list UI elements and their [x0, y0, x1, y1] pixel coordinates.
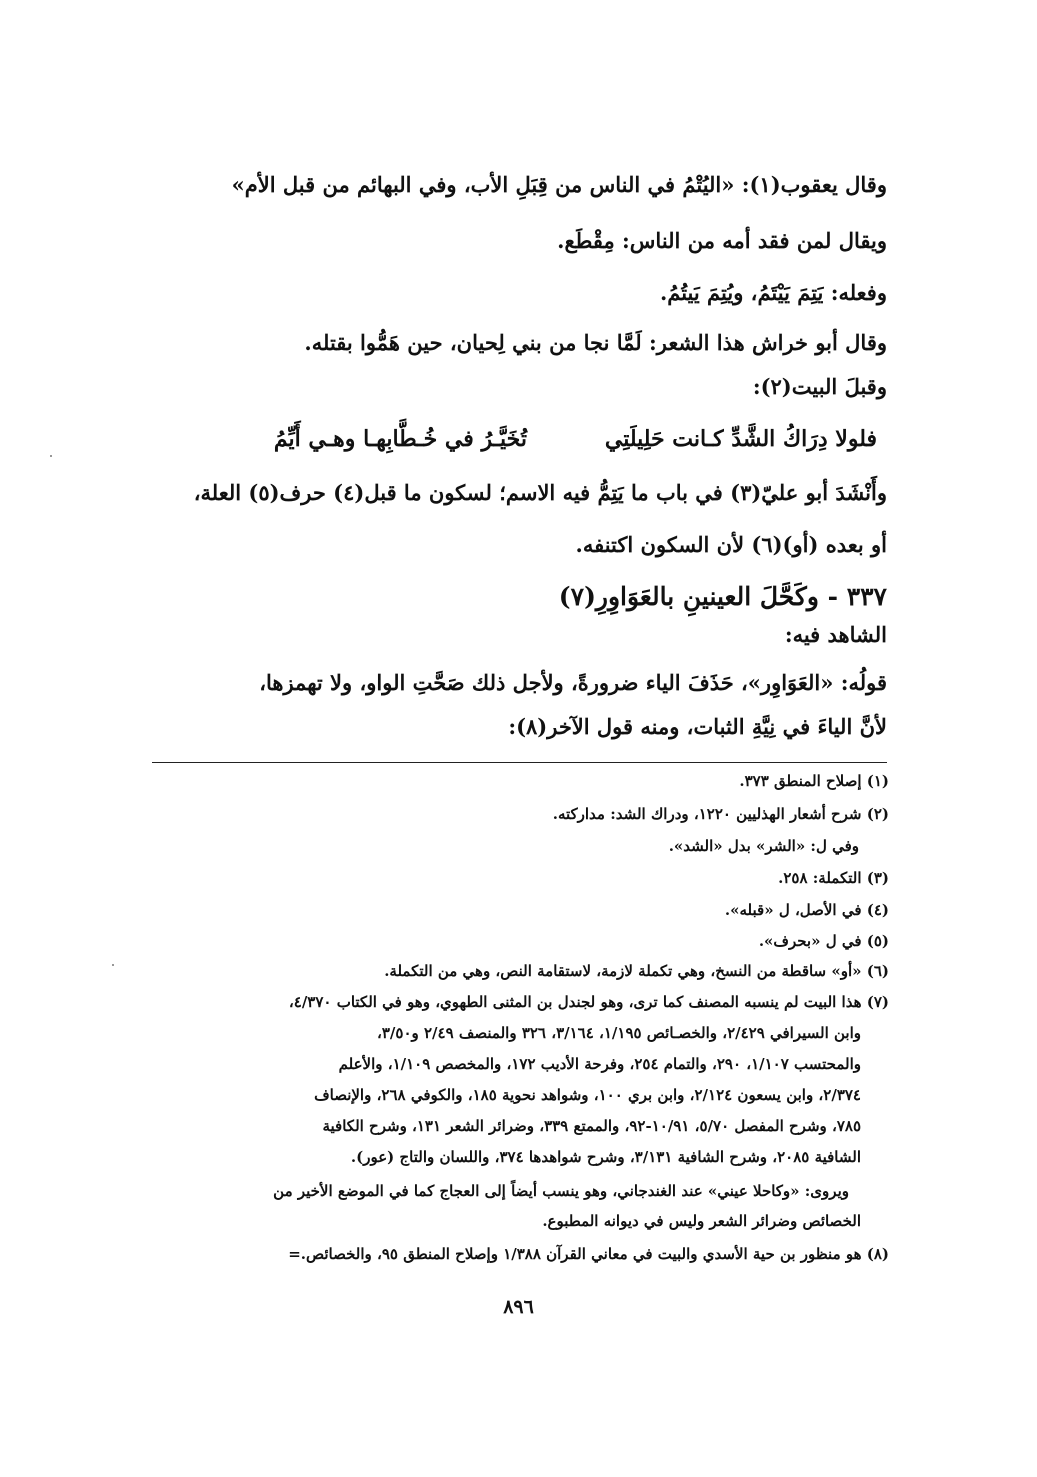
- footnote-1: (١) إصلاح المنطق ٣٧٣.: [739, 772, 889, 790]
- text-line-7: أو بعده (أو)(٦) لأن السكون اكتنفه.: [575, 532, 887, 557]
- footnote-2: (٢) شرح أشعار الهذليين ١٢٢٠، ودراك الشد: مداركته.: [552, 805, 889, 823]
- page-number: ٨٩٦: [503, 1296, 534, 1318]
- text-line-8: قولُه: «العَوَاوِر»، حَذَفَ الياء ضرورةً، ولأجل ذلك صَحَّتِ الواو، ولا تهمزها،: [259, 670, 887, 695]
- text-line-5: وقبلَ البيت(٢):: [752, 374, 887, 399]
- footnote-7-line-4: ٢/٣٧٤، وابن يسعون ٢/١٢٤، وابن بري ١٠٠، وشواهد نحوية ١٨٥، والكوفي ٢٦٨، والإنصاف: [314, 1086, 861, 1104]
- footnote-5: (٥) في ل «بحرف».: [758, 932, 889, 950]
- text-line-9: لأنَّ الياءَ في نِيَّةِ الثبات، ومنه قول الآخر(٨):: [508, 714, 887, 739]
- footnote-7-line-5: ٧٨٥، وشرح المفصل ٥/٧٠، ١٠/٩١-٩٢، والممتع ٣٣٩، وضرائر الشعر ١٣١، وشرح الكافية: [322, 1117, 861, 1135]
- footnote-7-line-6: الشافية ٢٠٨٥، وشرح الشافية ٣/١٣١، وشرح شواهدها ٣٧٤، واللسان والتاج (عور).: [350, 1148, 861, 1166]
- section-label: الشاهد فيه:: [784, 622, 887, 647]
- footnote-3: (٣) التكملة: ٢٥٨.: [778, 869, 889, 887]
- footnote-7-line-7: ويروى: «وكاحلا عيني» عند الغندجاني، وهو ينسب أيضاً إلى العجاج كما في الموضع الأخير من: [273, 1182, 849, 1200]
- verse-first-hemistich: فلولا دِرَاكُ الشَّدِّ كـانت حَلِيلَتِي: [604, 426, 877, 452]
- footnote-8: (٨) هو منظور بن حية الأسدي والبيت في معاني القرآن ١/٣٨٨ وإصلاح المنطق ٩٥، والخصائص.=: [288, 1245, 889, 1263]
- footnote-6: (٦) «أو» ساقطة من النسخ، وهي تكملة لازمة، لاستقامة النص، وهي من التكملة.: [384, 962, 889, 980]
- text-line-4: وقال أبو خراش هذا الشعر: لَمَّا نجا من بني لِحيان، حين هَمُّوا بقتله.: [304, 330, 887, 355]
- footnote-4: (٤) في الأصل، ل «قبله».: [724, 901, 889, 919]
- footnote-7-line-8: الخصائص وضرائر الشعر وليس في ديوانه المطبوع.: [542, 1212, 861, 1230]
- scan-speck: [50, 455, 52, 457]
- footnote-7-line-3: والمحتسب ١/١٠٧، ٢٩٠، والتمام ٢٥٤، وفرحة الأديب ١٧٢، والمخصص ١/١٠٩، والأعلم: [338, 1055, 861, 1073]
- scan-speck: [112, 964, 114, 966]
- text-line-6: وأَنْشَدَ أبو عليّ(٣) في باب ما يَتِمُّ فيه الاسم؛ لسكون ما قبل(٤) حرف(٥) العلة،: [193, 480, 887, 505]
- footnote-separator: [152, 762, 887, 763]
- footnote-2-cont: وفي ل: «الشر» بدل «الشد».: [668, 837, 859, 855]
- text-line-1: وقال يعقوب(١): «اليُتْمُ في الناس من قِبَلِ الأب، وفي البهائم من قبل الأم»: [231, 172, 887, 197]
- footnote-7: (٧) هذا البيت لم ينسبه المصنف كما ترى، وهو لجندل بن المثنى الطهوي، وهو في الكتاب ٤/٣٧٠،: [288, 993, 889, 1011]
- section-title: ٣٣٧ - وكَحَّلَ العينينِ بالعَوَاوِرِ(٧): [558, 582, 887, 611]
- footnote-7-line-2: وابن السيرافي ٢/٤٢٩، والخصـائص ١/١٩٥، ٣/١٦٤، ٣٢٦ والمنصف ٢/٤٩ و٣/٥٠،: [377, 1024, 861, 1042]
- text-line-2: ويقال لمن فقد أمه من الناس: مِقْطَع.: [557, 228, 887, 253]
- text-line-3: وفعله: يَتِمَ يَيْتَمُ، ويُتِمَ يَيتُمُ.: [659, 280, 887, 305]
- verse-second-hemistich: تُخَيَّـرُ في خُـطَّابِهـا وهـي أَيِّمُ: [273, 426, 527, 452]
